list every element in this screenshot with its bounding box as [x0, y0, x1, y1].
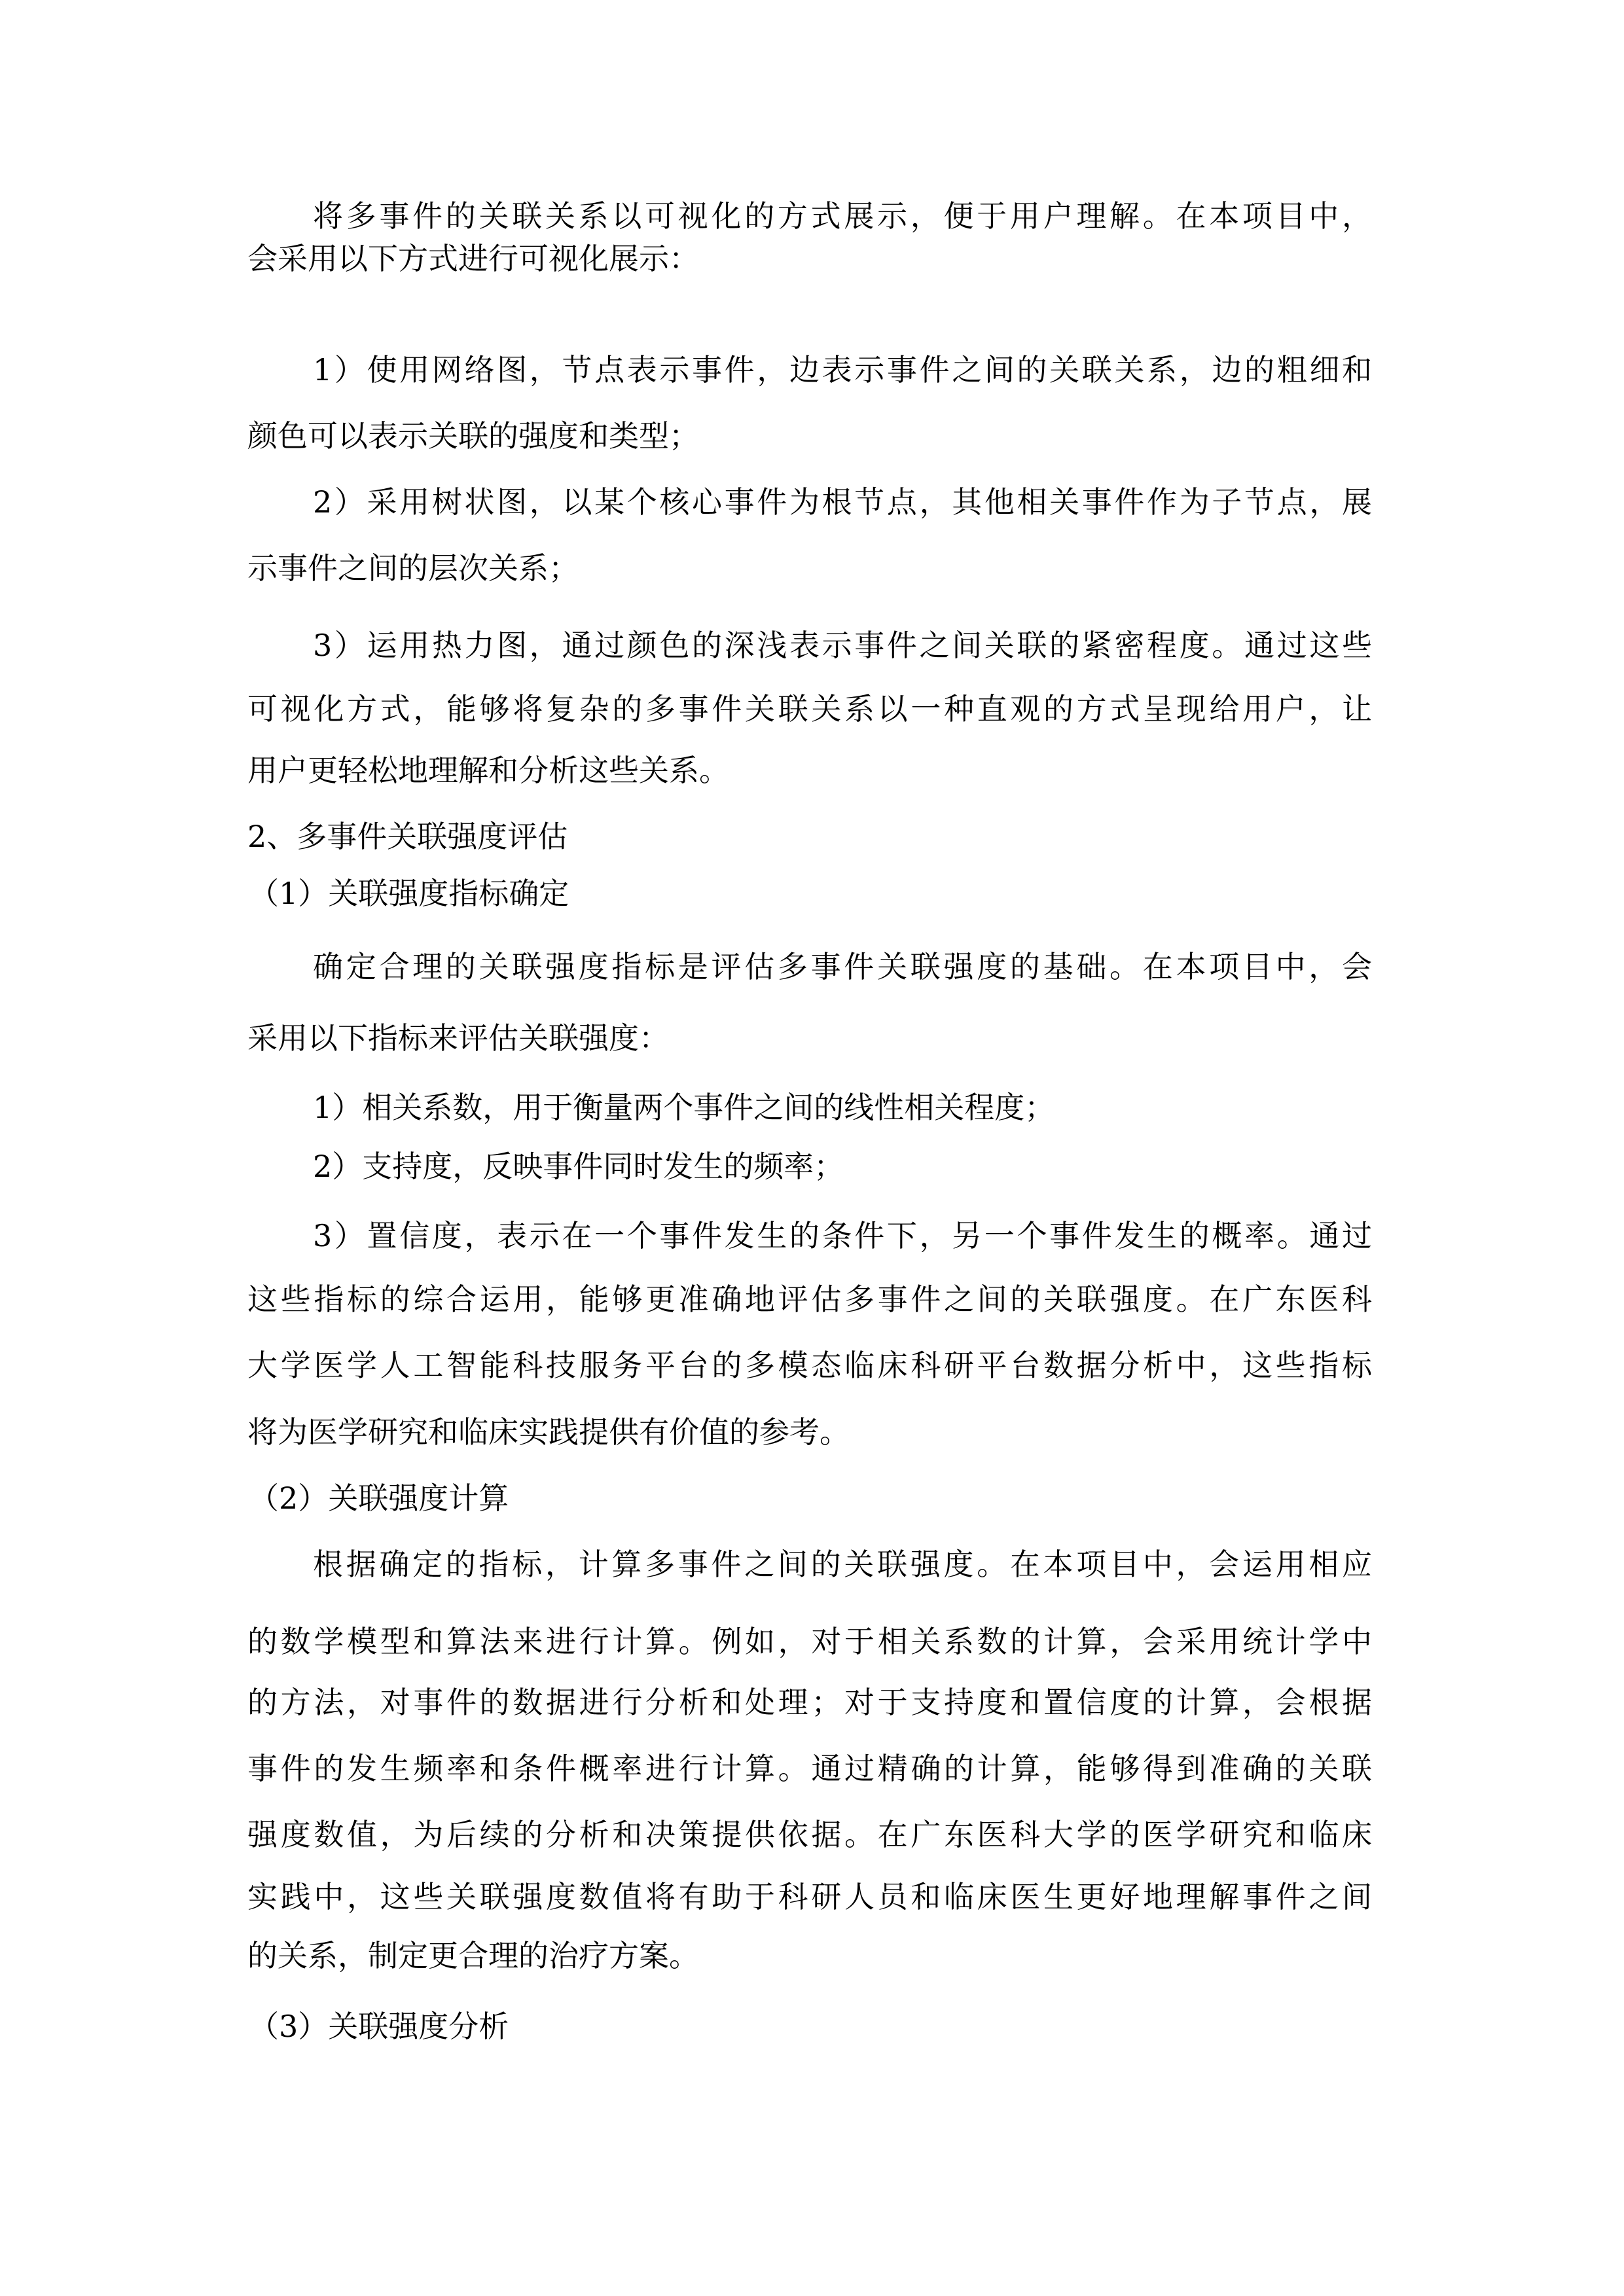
paragraph-line: 的数学模型和算法来进行计算。例如，对于相关系数的计算，会采用统计学中: [247, 1624, 1372, 1659]
list-item-line: 示事件之间的层次关系；: [247, 550, 579, 586]
paragraph-line: 将多事件的关联关系以可视化的方式展示，便于用户理解。在本项目中，: [313, 198, 1372, 234]
list-item-line: 将为医学研究和临床实践提供有价值的参考。: [247, 1414, 850, 1450]
list-item-line: 1）使用网络图，节点表示事件，边表示事件之间的关联关系，边的粗细和: [313, 352, 1372, 387]
list-item-line: 大学医学人工智能科技服务平台的多模态临床科研平台数据分析中，这些指标: [247, 1348, 1372, 1383]
section-heading: 2、多事件关联强度评估: [247, 819, 568, 854]
subsection-heading: （1）关联强度指标确定: [249, 876, 569, 911]
paragraph-line: 的方法，对事件的数据进行分析和处理；对于支持度和置信度的计算，会根据: [247, 1685, 1372, 1720]
list-item-line: 用户更轻松地理解和分析这些关系。: [247, 753, 729, 788]
paragraph-line: 会采用以下方式进行可视化展示：: [247, 241, 699, 276]
subsection-heading: （3）关联强度分析: [249, 2009, 509, 2044]
paragraph-line: 采用以下指标来评估关联强度：: [247, 1020, 669, 1056]
list-item-line: 3）置信度，表示在一个事件发生的条件下，另一个事件发生的概率。通过: [313, 1218, 1372, 1253]
list-item-line: 可视化方式，能够将复杂的多事件关联关系以一种直观的方式呈现给用户，让: [247, 691, 1372, 726]
paragraph-line: 实践中，这些关联强度数值将有助于科研人员和临床医生更好地理解事件之间: [247, 1879, 1372, 1914]
paragraph-line: 强度数值，为后续的分析和决策提供依据。在广东医科大学的医学研究和临床: [247, 1817, 1372, 1852]
list-item-line: 2）采用树状图，以某个核心事件为根节点，其他相关事件作为子节点，展: [313, 484, 1372, 520]
list-item-line: 这些指标的综合运用，能够更准确地评估多事件之间的关联强度。在广东医科: [247, 1282, 1372, 1317]
subsection-heading: （2）关联强度计算: [249, 1480, 509, 1516]
paragraph-line: 根据确定的指标，计算多事件之间的关联强度。在本项目中，会运用相应: [313, 1547, 1372, 1582]
list-item-line: 2）支持度，反映事件同时发生的频率；: [313, 1149, 844, 1184]
list-item-line: 1）相关系数，用于衡量两个事件之间的线性相关程度；: [313, 1090, 1055, 1125]
paragraph-line: 事件的发生频率和条件概率进行计算。通过精确的计算，能够得到准确的关联: [247, 1751, 1372, 1786]
list-item-line: 3）运用热力图，通过颜色的深浅表示事件之间关联的紧密程度。通过这些: [313, 628, 1372, 663]
list-item-line: 颜色可以表示关联的强度和类型；: [247, 418, 699, 454]
paragraph-line: 确定合理的关联强度指标是评估多事件关联强度的基础。在本项目中，会: [313, 949, 1372, 984]
paragraph-line: 的关系，制定更合理的治疗方案。: [247, 1938, 699, 1973]
